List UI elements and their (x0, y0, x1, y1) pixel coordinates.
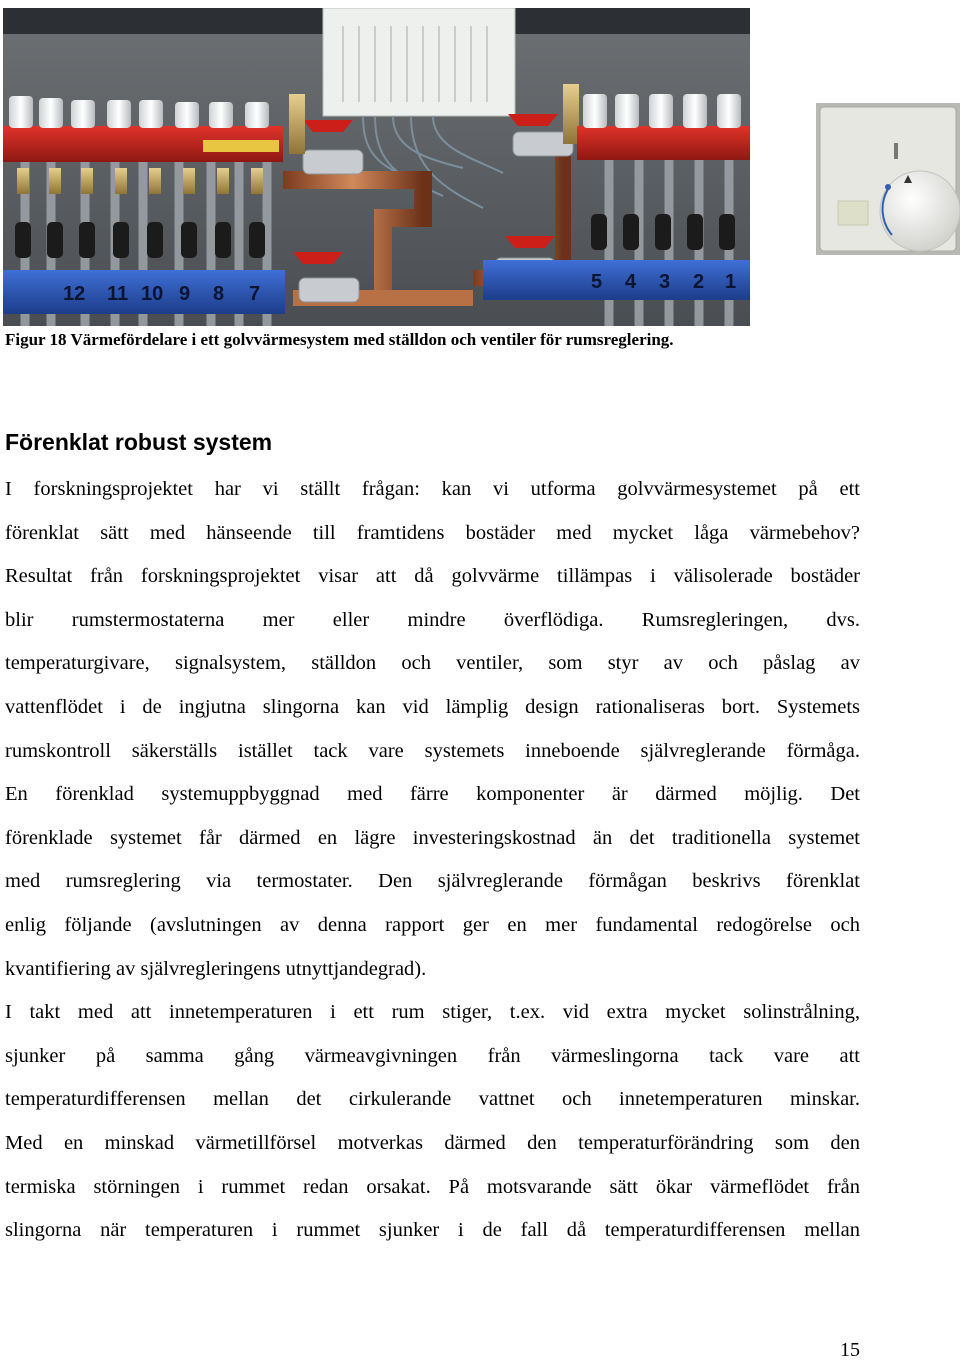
text-line: med rumsreglering via termostater. Den självreglerande förmågan beskrivs förenklat (5, 870, 860, 893)
text-line: sjunker på samma gång värmeavgivningen från värmeslingorna tack vare att (5, 1044, 860, 1067)
manifold-number: 8 (213, 283, 225, 305)
text-line: rumskontroll säkerställs istället tack vare systemets inneboende självreglerande förmåga. (5, 739, 860, 762)
manifold-number: 4 (625, 271, 637, 293)
manifold-number: 11 (107, 283, 129, 305)
manifold-number: 3 (659, 271, 671, 293)
manifold-number: 5 (591, 271, 603, 293)
text-line: I takt med att innetemperaturen i ett rum stiger, t.ex. vid extra mycket solinstrålning, (5, 1001, 860, 1024)
text-line: blir rumstermostaterna mer eller mindre överflödiga. Rumsregleringen, dvs. (5, 608, 860, 631)
text-line: enlig följande (avslutningen av denna rapport ger en mer fundamental redogörelse och (5, 913, 860, 936)
text-line: I forskningsprojektet har vi ställt frågan: kan vi utforma golvvärmesystemet på ett (5, 478, 860, 500)
figure-caption: Figur 18 Värmefördelare i ett golvvärmesystem med ställdon och ventiler för rumsreglering. (5, 330, 674, 349)
text-line: En förenklad systemuppbyggnad med färre komponenter är därmed möjlig. Det (5, 783, 860, 806)
manifold-number: 10 (141, 283, 164, 305)
body-text (5, 468, 860, 1253)
section-heading: Förenklat robust system (5, 429, 273, 455)
text-line: temperaturdifferensen mellan det cirkulerande vattnet och innetemperaturen minskar. (5, 1088, 860, 1111)
text-line: förenklade systemet får därmed en lägre investeringskostnad än det traditionella systemet (5, 826, 860, 849)
text-line: slingorna när temperaturen i rummet sjunker i de fall då temperaturdifferensen mellan (5, 1219, 860, 1242)
text-line: Resultat från forskningsprojektet visar att då golvvärme tillämpas i välisolerade bostäder (5, 565, 860, 588)
manifold-number: 1 (725, 271, 737, 293)
manifold-number: 7 (249, 283, 261, 305)
text-line: förenklat sätt med hänseende till framtidens bostäder med mycket låga värmebehov? (5, 521, 860, 544)
manifold-number: 12 (63, 283, 86, 305)
manifold-number: 2 (693, 271, 705, 293)
text-line: Med en minskad värmetillförsel motverkas därmed den temperaturförändring som den (5, 1131, 860, 1154)
text-line: vattenflödet i de ingjutna slingorna kan vid lämplig design rationaliseras bort. Systemets (5, 695, 860, 718)
text-line: temperaturgivare, signalsystem, ställdon och ventiler, som styr av och påslag av (5, 652, 860, 675)
manifold-photo (3, 8, 750, 326)
text-line: termiska störningen i rummet redan orsakat. På motsvarande sätt ökar värmeflödet från (5, 1175, 860, 1198)
page-number: 15 (840, 1339, 860, 1361)
text-line: kvantifiering av självregleringens utnyttjandegrad). (5, 957, 427, 980)
manifold-number: 9 (179, 283, 191, 305)
thermostat-photo (816, 103, 960, 255)
